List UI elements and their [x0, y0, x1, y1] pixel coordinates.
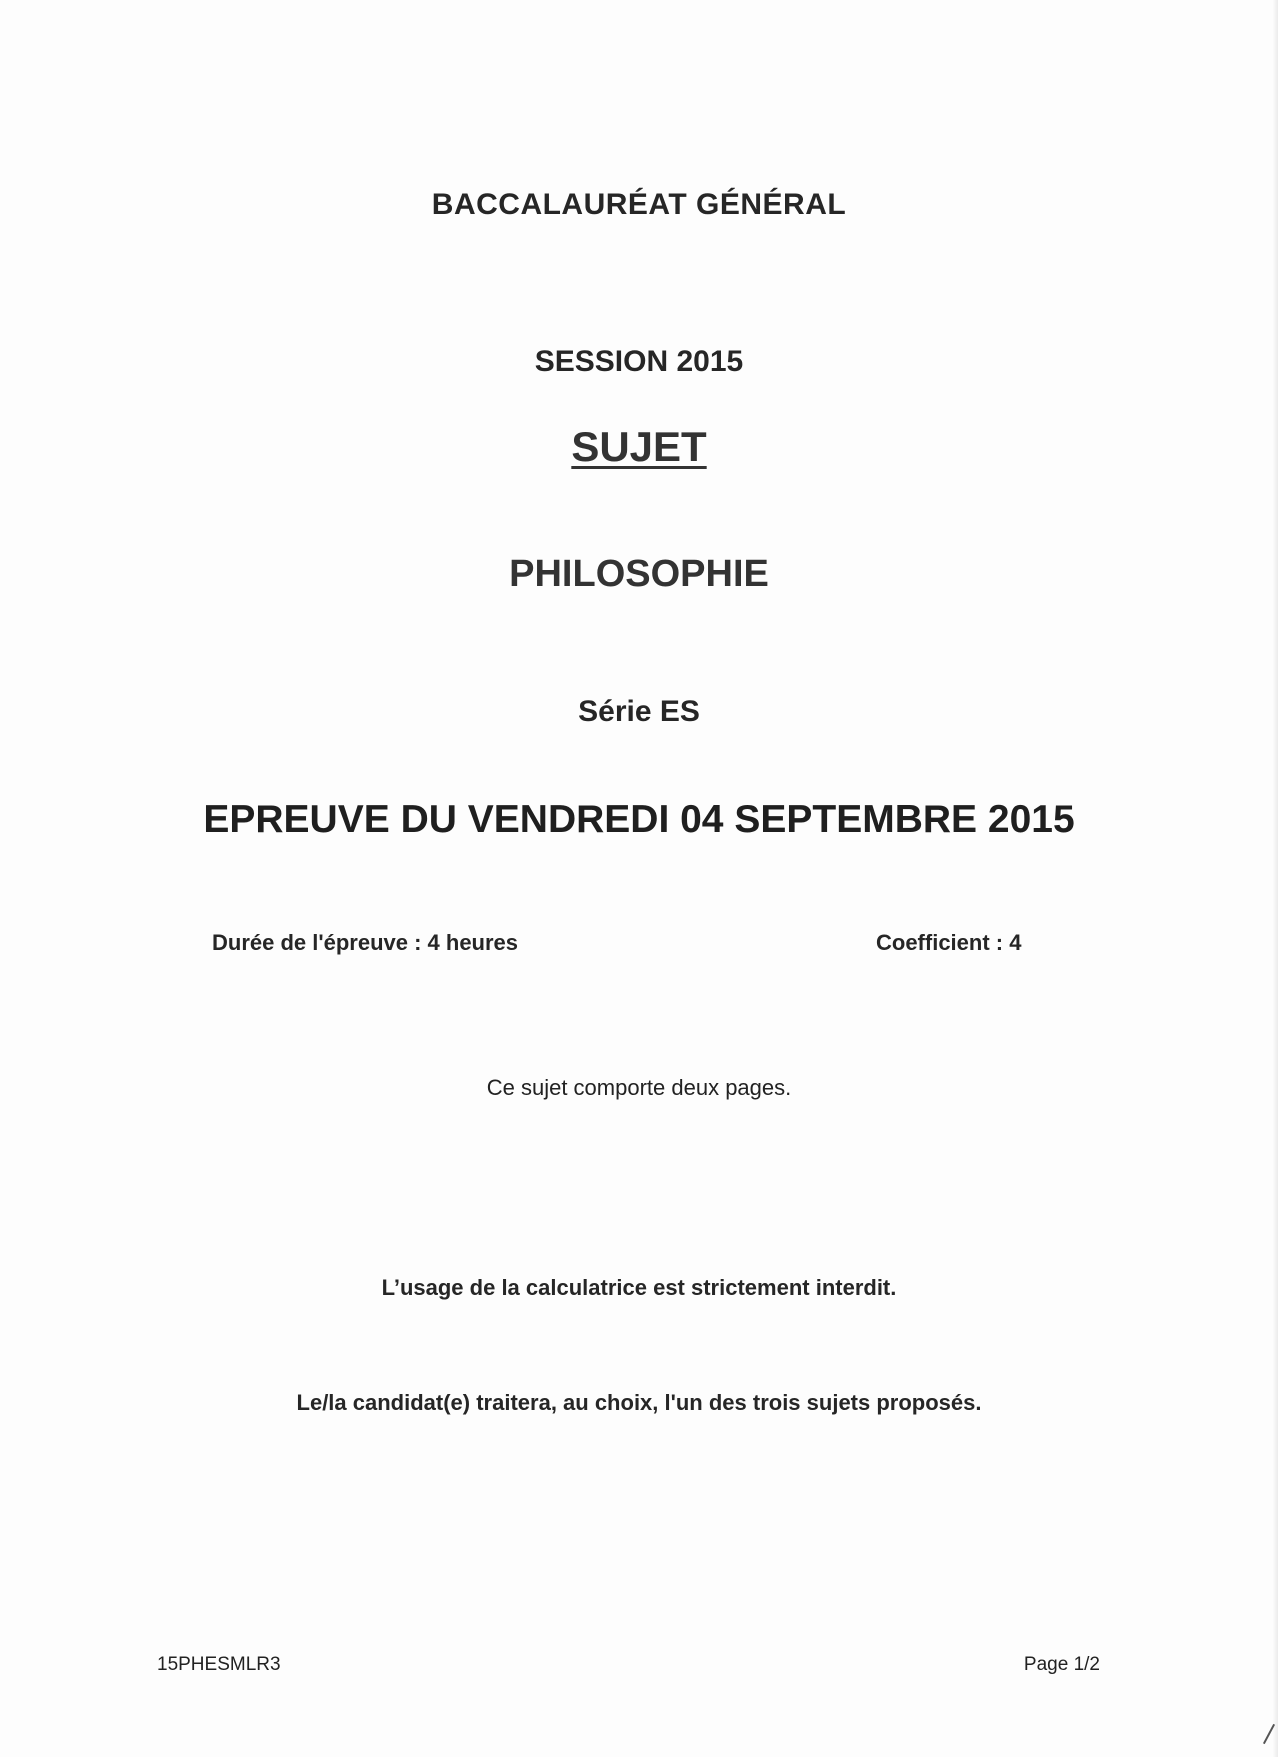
session-heading: SESSION 2015	[534, 345, 744, 378]
serie-label: Série ES	[578, 695, 700, 728]
sujet-label: SUJET	[571, 423, 707, 470]
exam-code: 15PHESMLR3	[157, 1654, 281, 1675]
coefficient-label: Coefficient : 4	[876, 930, 1022, 955]
choice-instruction: Le/la candidat(e) traitera, au choix, l'un des trois sujets proposés.	[296, 1390, 982, 1415]
sujet-heading	[0, 423, 1278, 471]
calculator-instruction: L’usage de la calculatrice est strictement interdit.	[381, 1275, 897, 1300]
epreuve-date-heading: EPREUVE DU VENDREDI 04 SEPTEMBRE 2015	[203, 798, 1075, 841]
scan-edge-shadow	[1272, 0, 1278, 1757]
pages-note: Ce sujet comporte deux pages.	[486, 1075, 792, 1100]
duree-label: Durée de l'épreuve : 4 heures	[212, 930, 519, 955]
subject-title: PHILOSOPHIE	[509, 553, 769, 595]
exam-type-heading: BACCALAURÉAT GÉNÉRAL	[431, 188, 847, 221]
page-number: Page 1/2	[1023, 1654, 1100, 1675]
